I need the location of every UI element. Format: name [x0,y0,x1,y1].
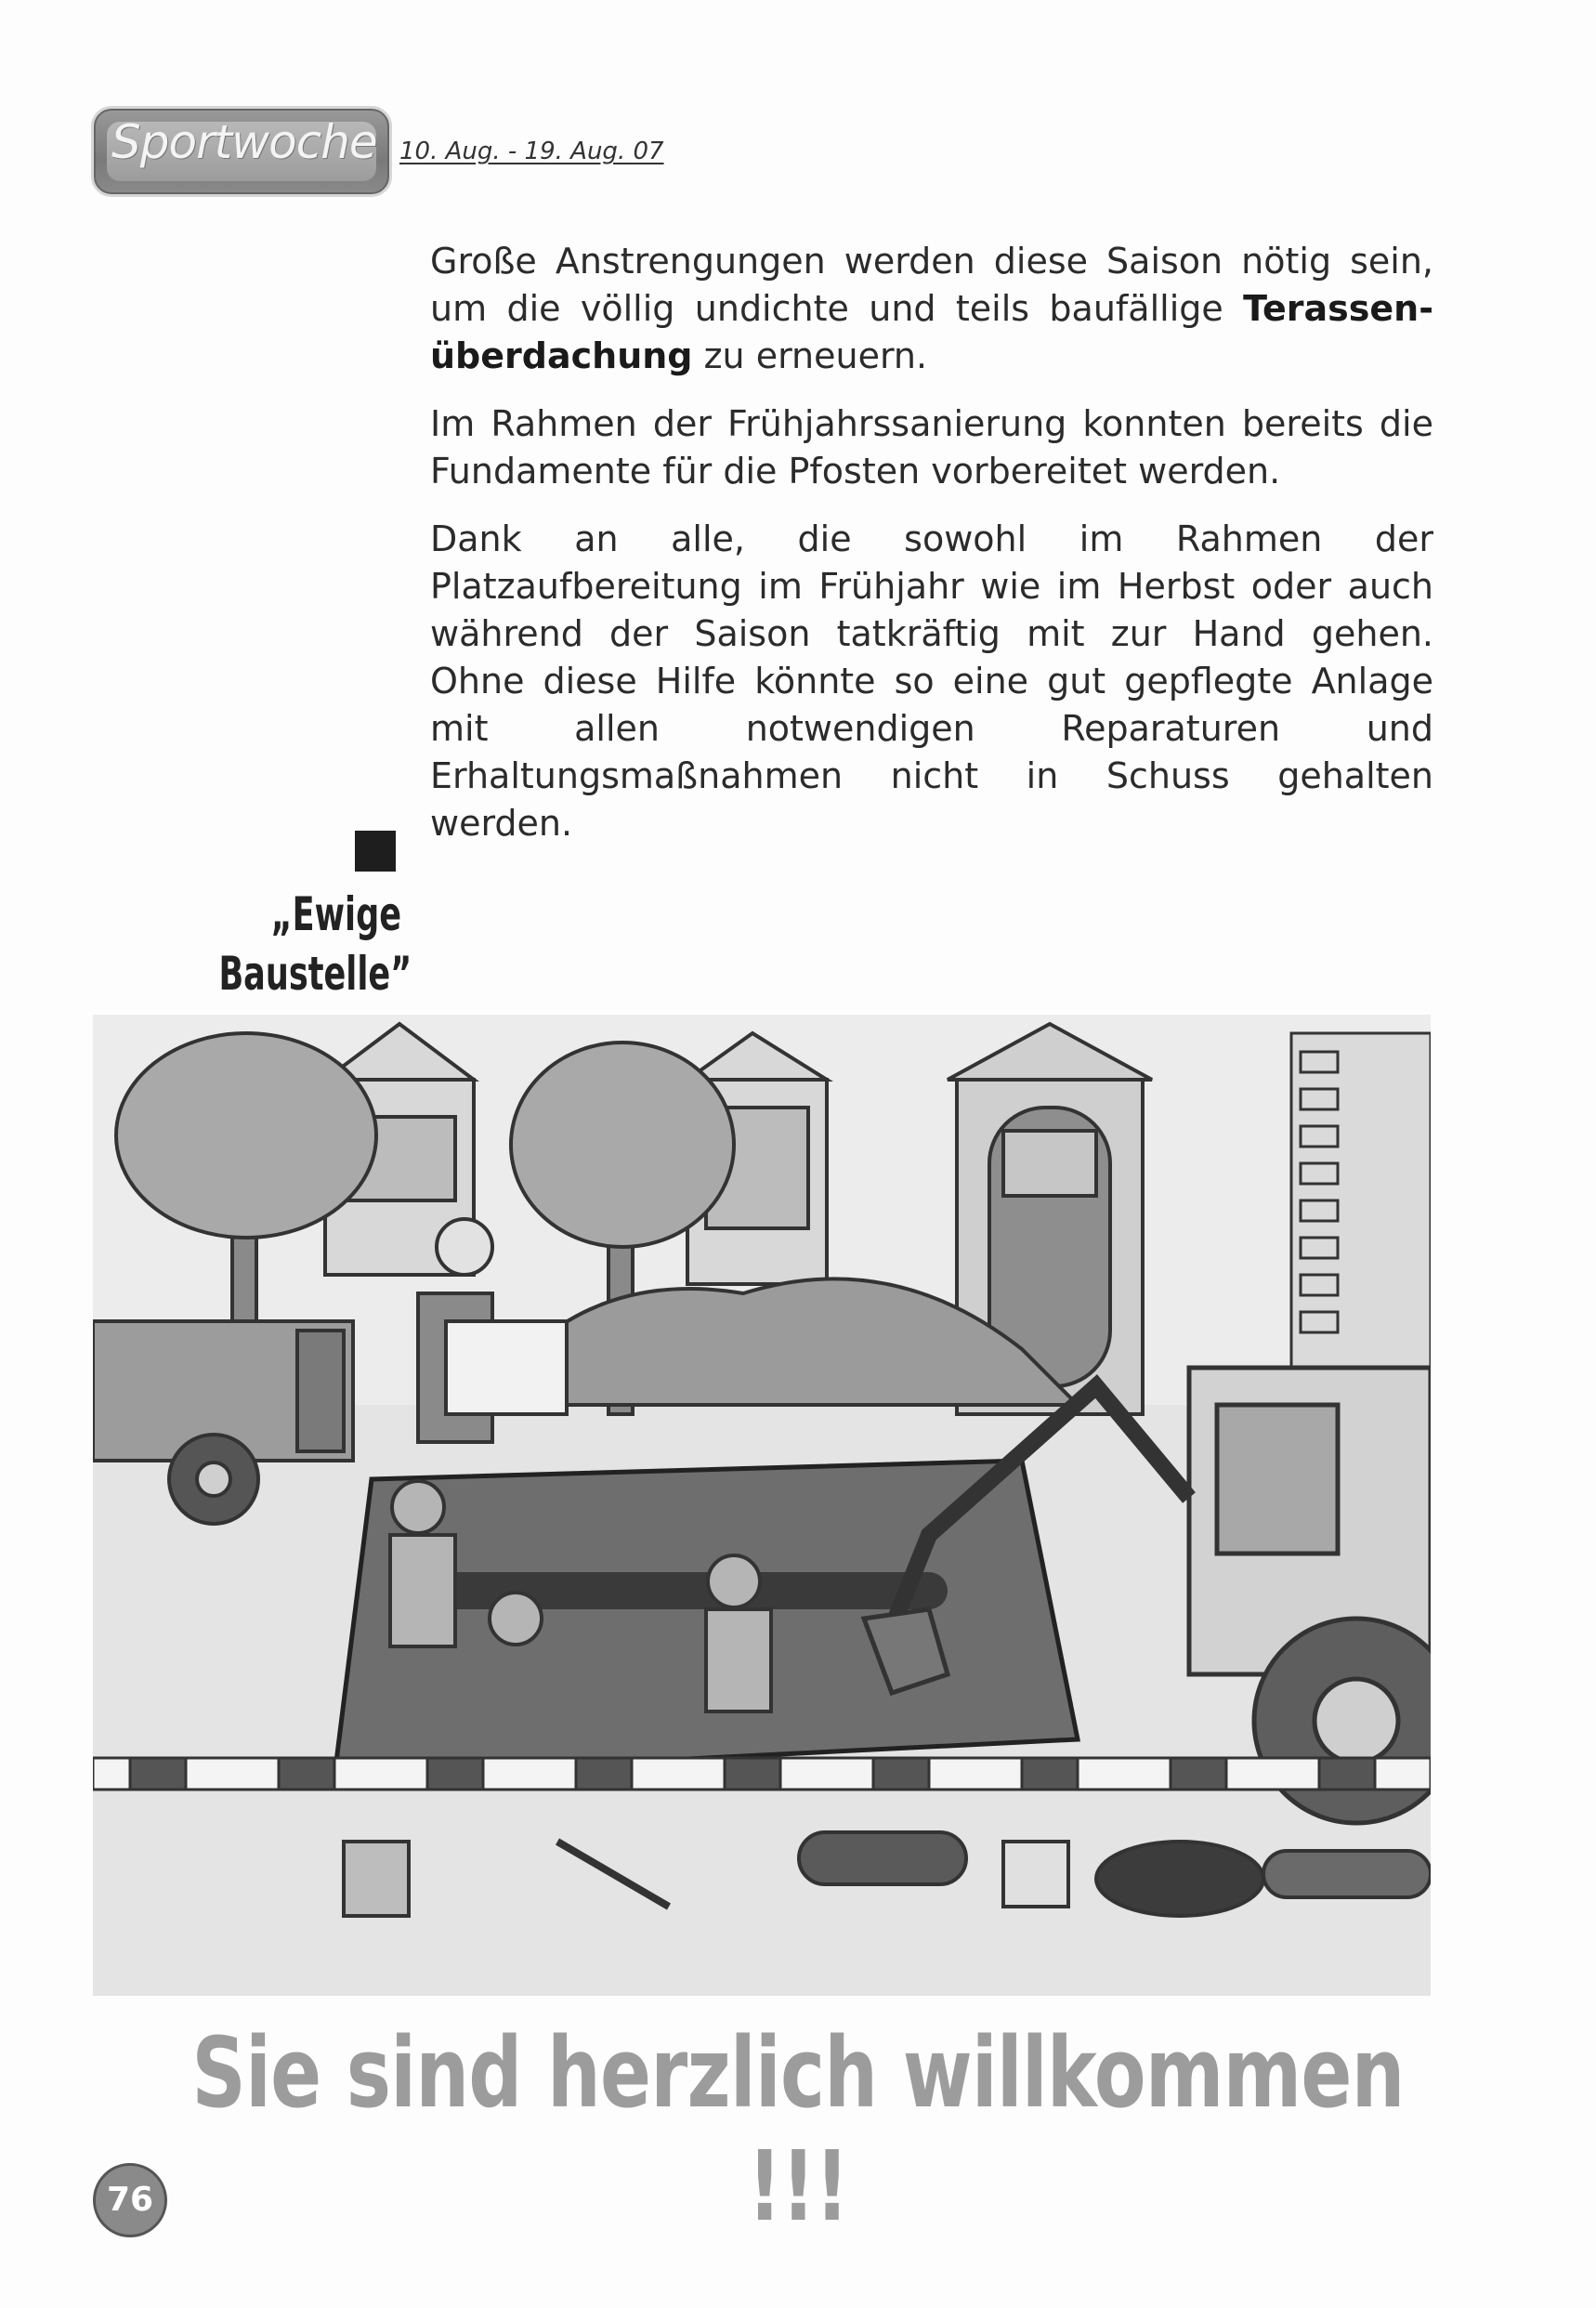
house-right-brick [1291,1033,1431,1386]
article-paragraph-3: Dank an alle, die sowohl im Rahmen der Platzaufbereitung im Frühjahr wie im Herbst oder auch während der Saison tatkräftig mit zur Hand gehen. Ohne diese Hilfe könnte so eine gut gepflegte Anlage mit allen notwendigen Reparaturen und Erhaltungsmaßnahmen nicht in Schuss gehalten werden. [430,518,1433,844]
barrier-tape [93,1758,1431,1790]
article-paragraph-1 [430,238,1433,380]
section-heading [218,885,412,1003]
p1-text-end: zu erneuern. [692,335,928,376]
p1-bold-term: Terassenüberdachung [430,288,1433,376]
section-bullet-square [355,831,396,872]
page-number-badge: 76 [93,2163,167,2237]
section-heading-line-1: „Ewige [270,887,401,941]
p1-text: Große Anstrengungen werden diese Saison nötig sein, um die völlig undichte und teils baufällige [430,241,1433,329]
header-date-range: 10. Aug. - 19. Aug. 07 [399,138,664,165]
article-paragraph-2: Im Rahmen der Frühjahrssanierung konnten bereits die Fundamente für die Pfosten vorbereitet werden. [430,403,1433,492]
welcome-banner: Sie sind herzlich willkommen !!! [191,2016,1405,2243]
construction-site-illustration [93,1015,1431,1996]
header-title: Sportwoche [111,115,377,169]
section-heading-line-2: Baustelle” [218,947,412,1001]
article-body [430,238,1433,868]
